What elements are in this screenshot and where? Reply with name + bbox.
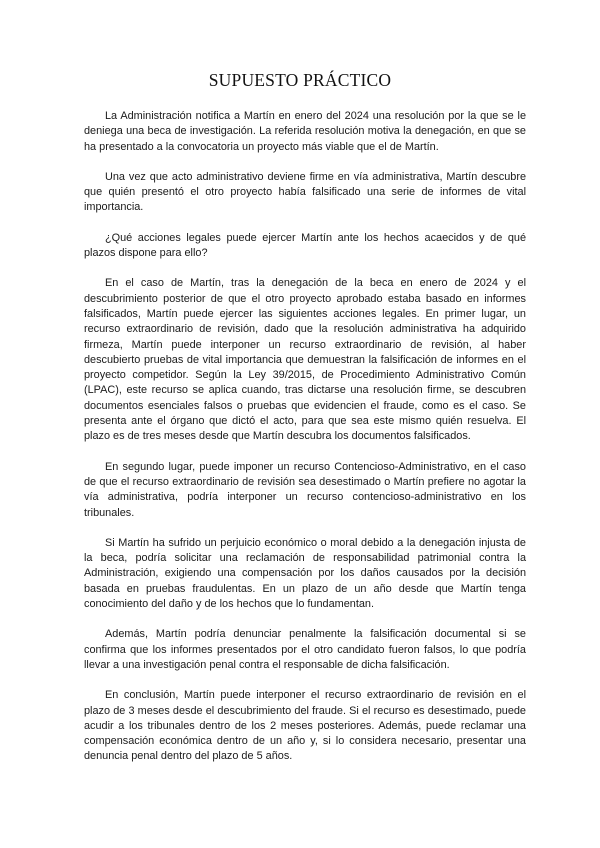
paragraph-facts: La Administración notifica a Martín en enero del 2024 una resolución por la que se le deniega una beca de investigación. La referida resolución motiva la denegación, en que se ha presentado a la convocatoria un proyecto más viable que el de Martín. (84, 110, 526, 153)
paragraph-conclusion: En conclusión, Martín puede interponer el recurso extraordinario de revisión en el plazo de 3 meses desde el descubrimiento del fraude. Si el recurso es desestimado, puede acudir a los tribunales dentro de los 2 meses posteriores. Además, puede reclamar una compensación económica dentro de un año y, si lo considera necesario, presentar una denuncia penal dentro del plazo de 5 años. (84, 689, 526, 763)
paragraph-discovery: Una vez que acto administrativo deviene firme en vía administrativa, Martín descubre que quién presentó el otro proyecto había falsificado una serie de informes de vital importancia. (84, 170, 526, 214)
paragraph-question: ¿Qué acciones legales puede ejercer Martín ante los hechos acaecidos y de qué plazos dispone para ello? (84, 231, 526, 260)
paragraph-revision-appeal: En el caso de Martín, tras la denegación de la beca en enero de 2024 y el descubrimiento posterior de que el otro proyecto aprobado estaba basado en informes falsificados, Martín puede ejercer las siguientes acciones legales. En primer lugar, un recurso extraordinario de revisión, dado que la resolución administrativa ha adquirido firmeza, Martín puede interponer un recurso extraordinario de revisión, al haber descubierto pruebas de vital importancia que demuestran la falsificación de informes en el proyecto competidor. Según la Ley 39/2015, de Procedimiento Administrativo Común (LPAC), este recurso se aplica cuando, tras dictarse una resolución firme, se descubren documentos esenciales falsos o pruebas que evidencien el fraude, como es el caso. Se presenta ante el órgano que dictó el acto, para que sea este mismo quién resuelva. El plazo es de tres meses desde que Martín descubra los documentos falsificados. (84, 277, 526, 443)
paragraph-liability-claim: Si Martín ha sufrido un perjuicio económico o moral debido a la denegación injusta de la beca, podría solicitar una reclamación de responsabilidad patrimonial contra la Administración, exigiendo una compensación por los daños causados por la decisión basada en pruebas fraudulentas. En un plazo de un año desde que Martín tenga conocimiento del daño y de los hechos que lo fundamentan. (84, 536, 526, 611)
paragraph-contentious-appeal: En segundo lugar, puede imponer un recurso Contencioso-Administrativo, en el caso de que el recurso extraordinario de revisión sea desestimado o Martín prefiere no agotar la vía administrativa, podría interponer un recurso contencioso-administrativo en los tribunales. (84, 460, 526, 519)
document-body (84, 109, 526, 765)
paragraph-criminal-complaint: Además, Martín podría denunciar penalmente la falsificación documental si se confirma que los informes presentados por el otro candidato fueron falsos, lo que podría llevar a una investigación penal contra el responsable de dicha falsificación. (84, 628, 526, 671)
document-title: SUPUESTO PRÁCTICO (208, 70, 392, 90)
